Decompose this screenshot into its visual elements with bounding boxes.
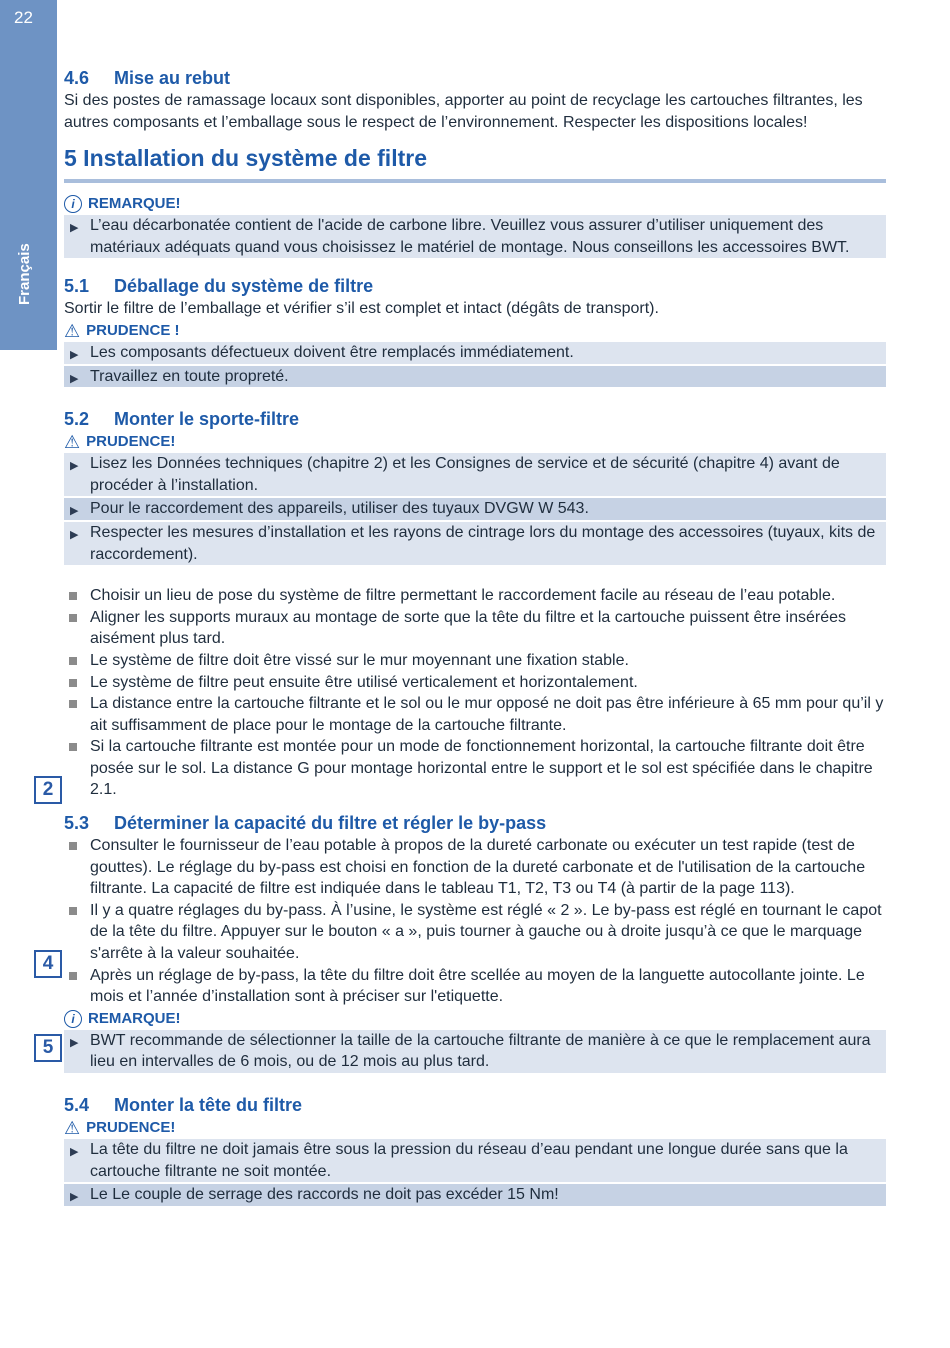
page-number: 22 [14,8,33,27]
caution-item: ▶ Travaillez en toute propreté. [64,366,886,388]
page-content [64,66,886,1208]
caution-item: ▶ La tête du filtre ne doit jamais être sous la pression du réseau d’eau pendant une longue durée sans que la cartouche filtrante ne soit montée. [64,1139,886,1182]
section-5-2-heading: 5.2 Monter le sporte-filtre [64,409,300,430]
info-icon: i [64,1010,82,1028]
section-5-heading: 5 Installation du système de filtre [64,143,886,183]
caution-item: ▶ Pour le raccordement des appareils, utiliser des tuyaux DVGW W 543. [64,498,886,520]
list-item: Si la cartouche filtrante est montée pour un mode de fonctionnement horizontal, la cartouche filtrante doit être posée sur le sol. La distance G pour montage horizontal entre le support et le sol est spécifiée dans le chapitre 2.1. [64,736,886,801]
figure-ref-5: 5 [34,1034,62,1062]
note-box: ▶ BWT recommande de sélectionner la taille de la cartouche filtrante de manière à ce que le remplacement aura lieu en intervalles de 6 mois, ou de 12 mois au plus tard. [64,1030,886,1073]
info-icon: i [64,195,82,213]
warning-icon: ⚠ [64,432,81,453]
section-5-1-text: Sortir le filtre de l’emballage et vérifier s’il est complet et intact (dégâts de transport). [64,300,659,318]
warning-icon: ⚠ [64,320,81,341]
section-4-6-text: Si des postes de ramassage locaux sont disponibles, apporter au point de recyclage les cartouches filtrantes, les autres composants et l’emballage sous le respect de l’environnement. Respecter les dispositions locales! [64,92,863,131]
caution-label: ⚠ PRUDENCE ! [64,320,180,341]
note-box: ▶ L’eau décarbonatée contient de l'acide de carbone libre. Veuillez vous assurer d’utiliser uniquement des matériaux adéquats quand vous choisissez le matériel de montage. Nous conseillons les accessoires BWT. [64,215,886,258]
note-label: i REMARQUE! [64,193,886,215]
warning-icon: ⚠ [64,1118,81,1138]
caution-item: ▶ Lisez les Données techniques (chapitre 2) et les Consignes de service et de sécurité (chapitre 4) avant de procéder à l’installation. [64,453,886,496]
side-tab [0,0,57,350]
section-5-3-heading: 5.3 Déterminer la capacité du filtre et régler le by-pass [64,813,547,834]
caution-item: ▶ Respecter les mesures d’installation et les rayons de cintrage lors du montage des accessoires (tuyaux, kits de raccordement). [64,522,886,565]
caution-label: ⚠ PRUDENCE! [64,432,176,453]
list-item: Le système de filtre doit être vissé sur le mur moyennant une fixation stable. [64,650,886,672]
figure-ref-4: 4 [34,950,62,978]
caution-item: ▶ Le Le couple de serrage des raccords ne doit pas excéder 15 Nm! [64,1184,886,1206]
list-item: Il y a quatre réglages du by-pass. À l’usine, le système est réglé « 2 ». Le by-pass est réglé en tournant le capot de la tête du filtre. Appuyer sur le bouton « a », puis tourner à gauche ou à droite jusqu’à ce que le marquage s'arrête à la valeur souhaitée. [64,900,886,965]
section-5-4-heading: 5.4 Monter la tête du filtre [64,1095,303,1115]
list-item: Choisir un lieu de pose du système de filtre permettant le raccordement facile au réseau de l’eau potable. [64,585,886,607]
list-item: Consulter le fournisseur de l’eau potable à propos de la dureté carbonate ou exécuter un test rapide (test de gouttes). Le réglage du by-pass est choisi en fonction de la dureté carbonate et de l'utilisation de la cartouche filtrante. La capacité de filtre est indiquée dans le tableau T1, T2, T3 ou T4 (à partir de la page 113). [64,835,886,900]
list-item: La distance entre la cartouche filtrante et le sol ou le mur opposé ne doit pas être inférieure à 65 mm pour qu’il y ait suffisamment de place pour le montage de la cartouche filtrante. [64,693,886,736]
language-label: Français [16,243,33,305]
list-item: Le système de filtre peut ensuite être utilisé verticalement et horizontalement. [64,672,886,694]
list-item: Après un réglage de by-pass, la tête du filtre doit être scellée au moyen de la languette autocollante jointe. Le mois et l’année d’installation sont à préciser sur l'etiquette. [64,965,886,1008]
caution-item: ▶ Les composants défectueux doivent être remplacés immédiatement. [64,342,886,364]
section-4-6-heading: 4.6 Mise au rebut [64,68,231,88]
section-5-1-heading: 5.1 Déballage du système de filtre [64,276,374,297]
note-label: i REMARQUE! [64,1008,886,1030]
caution-label: ⚠ PRUDENCE! [64,1118,176,1138]
figure-ref-2: 2 [34,776,62,804]
list-item: Aligner les supports muraux au montage de sorte que la tête du filtre et la cartouche puissent être insérées aisément plus tard. [64,607,886,650]
